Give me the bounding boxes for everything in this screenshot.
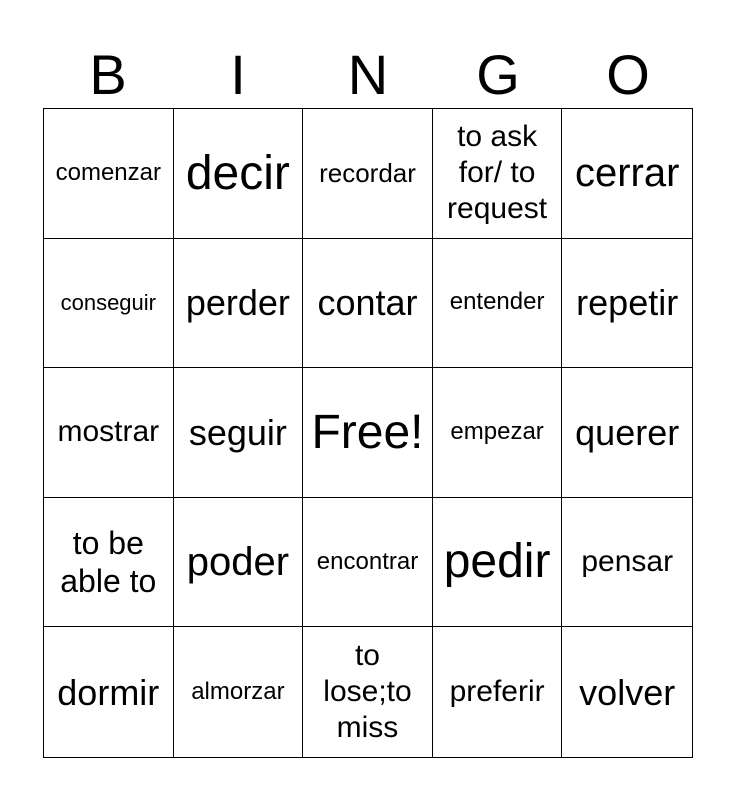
bingo-cell[interactable]: dormir xyxy=(44,627,174,757)
bingo-header xyxy=(43,42,693,108)
bingo-cell[interactable]: pensar xyxy=(562,498,692,628)
bingo-cell[interactable]: almorzar xyxy=(174,627,304,757)
bingo-cell[interactable]: to be able to xyxy=(44,498,174,628)
bingo-cell[interactable]: contar xyxy=(303,239,433,369)
bingo-cell[interactable]: pedir xyxy=(433,498,563,628)
header-letter-i: I xyxy=(230,43,246,106)
bingo-cell[interactable]: mostrar xyxy=(44,368,174,498)
bingo-card-grid xyxy=(43,108,693,758)
bingo-cell[interactable]: empezar xyxy=(433,368,563,498)
header-letter-n: N xyxy=(347,43,389,106)
bingo-cell[interactable]: poder xyxy=(174,498,304,628)
bingo-cell[interactable]: cerrar xyxy=(562,109,692,239)
header-letter-o: O xyxy=(606,43,650,106)
header-letter-g: G xyxy=(476,43,520,106)
bingo-cell[interactable]: volver xyxy=(579,671,676,713)
bingo-cell[interactable]: seguir xyxy=(174,368,304,498)
bingo-cell[interactable]: conseguir xyxy=(44,239,174,369)
bingo-cell[interactable]: entender xyxy=(433,239,563,369)
bingo-cell[interactable]: comenzar xyxy=(44,109,174,239)
bingo-cell[interactable]: repetir xyxy=(562,239,692,369)
bingo-cell[interactable]: preferir xyxy=(433,627,563,757)
header-letter-b: B xyxy=(89,43,127,106)
bingo-cell[interactable]: querer xyxy=(562,368,692,498)
bingo-cell[interactable]: recordar xyxy=(303,109,433,239)
bingo-cell[interactable]: encontrar xyxy=(303,498,433,628)
bingo-cell[interactable]: to lose;to miss xyxy=(303,627,433,757)
free-space-cell[interactable]: Free! xyxy=(303,368,433,498)
bingo-cell[interactable]: decir xyxy=(174,109,304,239)
bingo-cell[interactable]: to ask for/ to request xyxy=(433,109,563,239)
bingo-cell[interactable]: perder xyxy=(174,239,304,369)
